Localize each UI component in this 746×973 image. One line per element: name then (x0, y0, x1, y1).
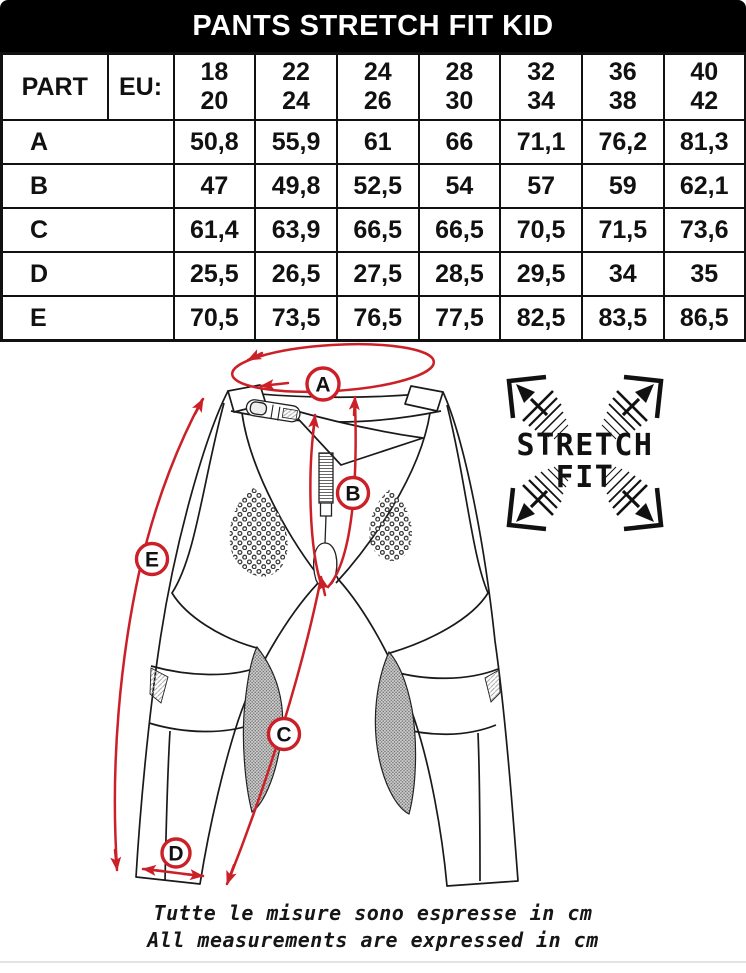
measure-cell: 28,5 (419, 252, 501, 296)
measure-cell: 76,2 (582, 120, 664, 164)
part-label: A (2, 120, 174, 164)
stretch-fit-logo (509, 377, 661, 529)
size-col-header: 18 20 (174, 54, 256, 121)
marker-A (307, 368, 339, 400)
table-row-D (2, 252, 746, 296)
fit-text: FIT (555, 460, 615, 495)
measure-cell: 81,3 (664, 120, 746, 164)
table-header-row (2, 54, 746, 121)
table-row-E (2, 296, 746, 341)
measure-cell: 25,5 (174, 252, 256, 296)
size-col-header: 32 34 (500, 54, 582, 121)
measure-cell: 27,5 (337, 252, 419, 296)
measure-cell: 34 (582, 252, 664, 296)
measure-cell: 57 (500, 164, 582, 208)
table-row-A (2, 120, 746, 164)
marker-B (338, 478, 369, 509)
measure-cell: 70,5 (500, 208, 582, 252)
marker-D (162, 839, 190, 867)
size-col-header: 36 38 (582, 54, 664, 121)
measure-cell: 50,8 (174, 120, 256, 164)
svg-text:B: B (345, 482, 361, 506)
table-row-B (2, 164, 746, 208)
measure-cell: 86,5 (664, 296, 746, 341)
svg-text:A: A (315, 373, 331, 397)
part-label: D (2, 252, 174, 296)
svg-text:C: C (276, 723, 292, 747)
measure-cell: 66,5 (419, 208, 501, 252)
measure-cell: 77,5 (419, 296, 501, 341)
part-header: PART (2, 54, 108, 121)
measure-cell: 54 (419, 164, 501, 208)
measure-cell: 66 (419, 120, 501, 164)
measure-cell: 76,5 (337, 296, 419, 341)
size-col-header: 40 42 (664, 54, 746, 121)
measure-cell: 29,5 (500, 252, 582, 296)
measure-cell: 52,5 (337, 164, 419, 208)
measure-cell: 66,5 (337, 208, 419, 252)
measure-cell: 35 (664, 252, 746, 296)
footnote-italian: Tutte le misure sono espresse in cm (153, 901, 593, 925)
measure-cell: 82,5 (500, 296, 582, 341)
size-col-header: 24 26 (337, 54, 419, 121)
part-label: B (2, 164, 174, 208)
measure-cell: 55,9 (255, 120, 337, 164)
measure-cell: 71,5 (582, 208, 664, 252)
measure-cell: 59 (582, 164, 664, 208)
size-table (0, 52, 746, 342)
svg-text:D: D (168, 842, 184, 866)
measure-cell: 71,1 (500, 120, 582, 164)
size-col-header: 28 30 (419, 54, 501, 121)
part-label: E (2, 296, 174, 341)
marker-C (269, 719, 300, 750)
pants-measurement-diagram (0, 341, 746, 901)
page-title: PANTS STRETCH FIT KID (192, 9, 554, 42)
size-col-header: 22 24 (255, 54, 337, 121)
measure-cell: 63,9 (255, 208, 337, 252)
measure-cell: 47 (174, 164, 256, 208)
title-bar (0, 0, 746, 52)
measure-cell: 49,8 (255, 164, 337, 208)
measure-cell: 83,5 (582, 296, 664, 341)
svg-text:E: E (144, 548, 160, 572)
stretch-text: STRETCH (516, 428, 654, 463)
table-row-C (2, 208, 746, 252)
bottom-divider (0, 961, 746, 963)
measure-cell: 26,5 (255, 252, 337, 296)
marker-E (137, 544, 168, 575)
measure-cell: 61 (337, 120, 419, 164)
footnote-english: All measurements are expressed in cm (147, 928, 599, 952)
measure-cell: 70,5 (174, 296, 256, 341)
part-label: C (2, 208, 174, 252)
measure-cell: 61,4 (174, 208, 256, 252)
eu-header: EU: (108, 54, 174, 121)
measure-cell: 73,6 (664, 208, 746, 252)
measure-cell: 73,5 (255, 296, 337, 341)
measure-cell: 62,1 (664, 164, 746, 208)
